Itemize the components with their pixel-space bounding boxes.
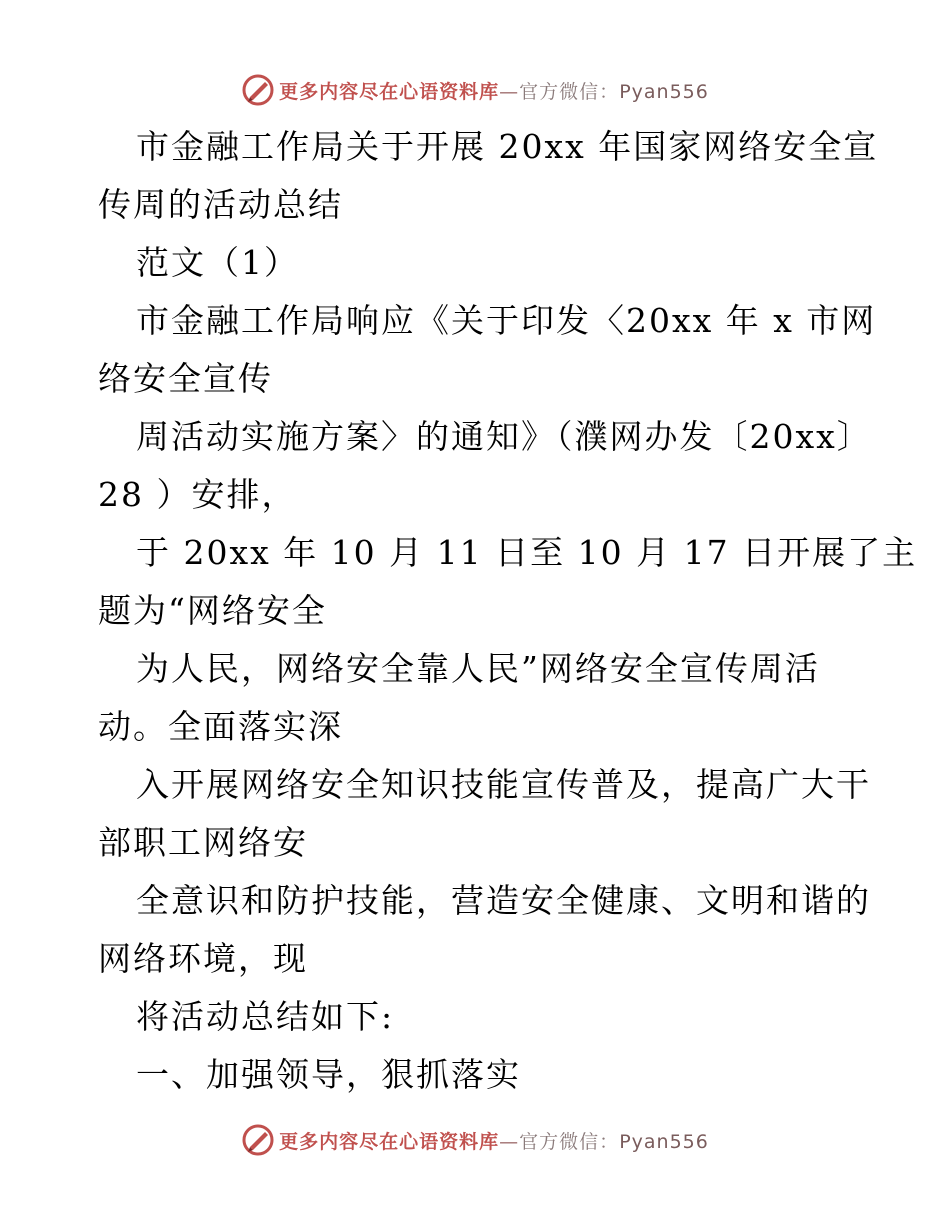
document-line: 题为“网络安全 [98,591,327,630]
document-line: 部职工网络安 [98,823,308,862]
banner-dash: — [499,1130,520,1153]
document-line: 于 20xx 年 10 月 11 日至 10 月 17 日开展了主 [136,533,918,572]
banner-brand-text: 更多内容尽在心语资料库 [279,1130,500,1153]
document-line: 入开展网络安全知识技能宣传普及，提高广大干 [136,765,871,804]
header-watermark-banner [0,70,950,110]
brand-logo-icon [241,73,275,107]
document-line: 网络环境，现 [98,939,308,978]
banner-brand-text: 更多内容尽在心语资料库 [279,80,500,103]
document-line: 络安全宣传 [98,359,273,398]
document-line: 28 ）安排， [98,475,297,514]
document-line: 为人民，网络安全靠人民”网络安全宣传周活 [136,649,820,688]
document-line: 全意识和防护技能，营造安全健康、文明和谐的 [136,881,871,920]
document-body [98,118,918,1104]
brand-logo-icon [241,1123,275,1157]
document-line: 将活动总结如下: [136,997,395,1036]
banner-contact-text: Pyan556 [619,80,709,103]
banner-dash: — [499,80,520,103]
banner-contact-text: Pyan556 [619,1130,709,1153]
document-line: 范文（1） [136,243,299,282]
banner-label-text: 官方微信： [519,80,620,103]
document-line: 周活动实施方案〉的通知》（濮网办发〔20xx〕 [136,417,872,456]
document-line: 动。全面落实深 [98,707,343,746]
document-line: 一、加强领导，狠抓落实 [136,1055,521,1094]
banner-label-text: 官方微信： [519,1130,620,1153]
document-line: 传周的活动总结 [98,185,343,224]
document-line: 市金融工作局响应《关于印发〈20xx 年 x 市网 [136,301,877,340]
footer-watermark-banner [0,1120,950,1160]
document-line: 市金融工作局关于开展 20xx 年国家网络安全宣 [136,127,879,166]
